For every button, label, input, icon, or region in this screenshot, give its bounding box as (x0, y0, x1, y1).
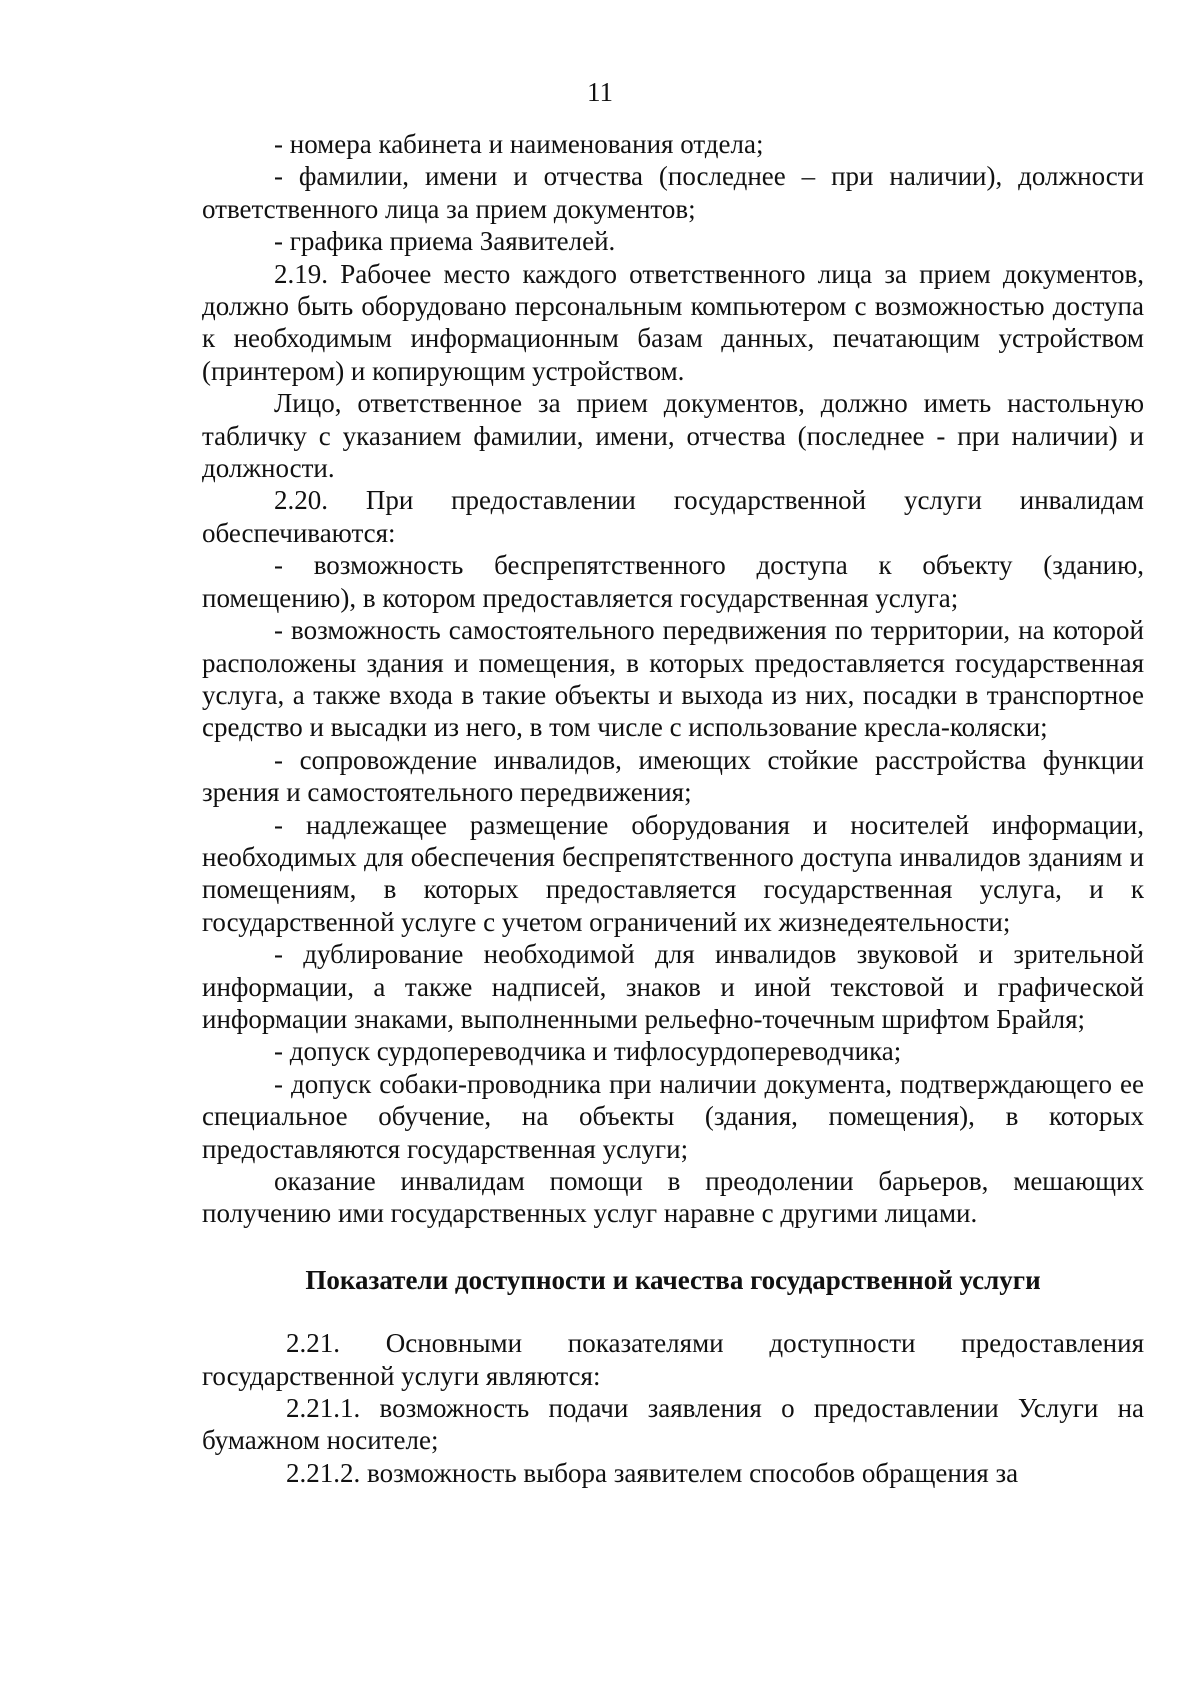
paragraph-schedule: - графика приема Заявителей. (274, 226, 616, 257)
paragraph-assistance: оказание инвалидам помощи в преодолении барьеров, мешающих получению ими государственных услуг наравне с другими лицами. (202, 1166, 1144, 1229)
paragraph-sign-interpreter: - допуск сурдопереводчика и тифлосурдопереводчика; (274, 1036, 902, 1067)
paragraph-unobstructed-access: - возможность беспрепятственного доступа к объекту (зданию, помещению), в котором предоставляется государственная услуга; (202, 550, 1144, 613)
paragraph-room-number: - номера кабинета и наименования отдела; (274, 129, 764, 159)
paragraph-2-19: 2.19. Рабочее место каждого ответственного лица за прием документов, должно быть оборудовано персональным компьютером с возможностью доступа к необходимым информационным базам данных, печатающим устройством (принтером) и копирующим устройством. (202, 258, 1144, 386)
paragraph-2-21-1: 2.21.1. возможность подачи заявления о предоставлении Услуги на бумажном носителе; (202, 1393, 1144, 1456)
paragraph-2-21-2: 2.21.2. возможность выбора заявителем способов обращения за (286, 1457, 1019, 1488)
document-body (202, 128, 1144, 1489)
paragraph-guide-dog: - допуск собаки-проводника при наличии документа, подтверждающего ее специальное обучение, на объекты (здания, помещения), в которых предоставляются государственная услуги; (202, 1068, 1144, 1164)
paragraph-braille: - дублирование необходимой для инвалидов звуковой и зрительной информации, а также надписей, знаков и иной текстовой и графической информации знаками, выполненными рельефно-точечным шрифтом Брайля; (202, 939, 1144, 1034)
paragraph-responsible-person: - фамилии, имени и отчества (последнее – при наличии), должности ответственного лица за прием документов; (202, 161, 1144, 224)
paragraph-independent-movement: - возможность самостоятельного передвижения по территории, на которой расположены здания и помещения, в которых предоставляется государственная услуга, а также входа в такие объекты и выхода из них, посадки в транспортное средство и высадки из него, в том числе с использование кресла-коляски; (202, 615, 1144, 743)
paragraph-escort: - сопровождение инвалидов, имеющих стойкие расстройства функции зрения и самостоятельного передвижения; (202, 744, 1144, 808)
paragraph-desk-plate: Лицо, ответственное за прием документов, должно иметь настольную табличку с указанием фамилии, имени, отчества (последнее - при наличии) и должности. (202, 388, 1144, 484)
paragraph-2-21: 2.21. Основными показателями доступности предоставления государственной услуги являются: (202, 1328, 1144, 1391)
section-heading: Показатели доступности и качества государственной услуги (305, 1264, 1041, 1295)
page-number: 11 (587, 77, 613, 107)
paragraph-equipment-placement: - надлежащее размещение оборудования и носителей информации, необходимых для обеспечения беспрепятственного доступа инвалидов зданиям и помещениям, в которых предоставляется государственная услуга, и к государственной услуге с учетом ограничений их жизнедеятельности; (202, 809, 1144, 937)
paragraph-2-20: 2.20. При предоставлении государственной услуги инвалидам обеспечиваются: (202, 485, 1144, 548)
